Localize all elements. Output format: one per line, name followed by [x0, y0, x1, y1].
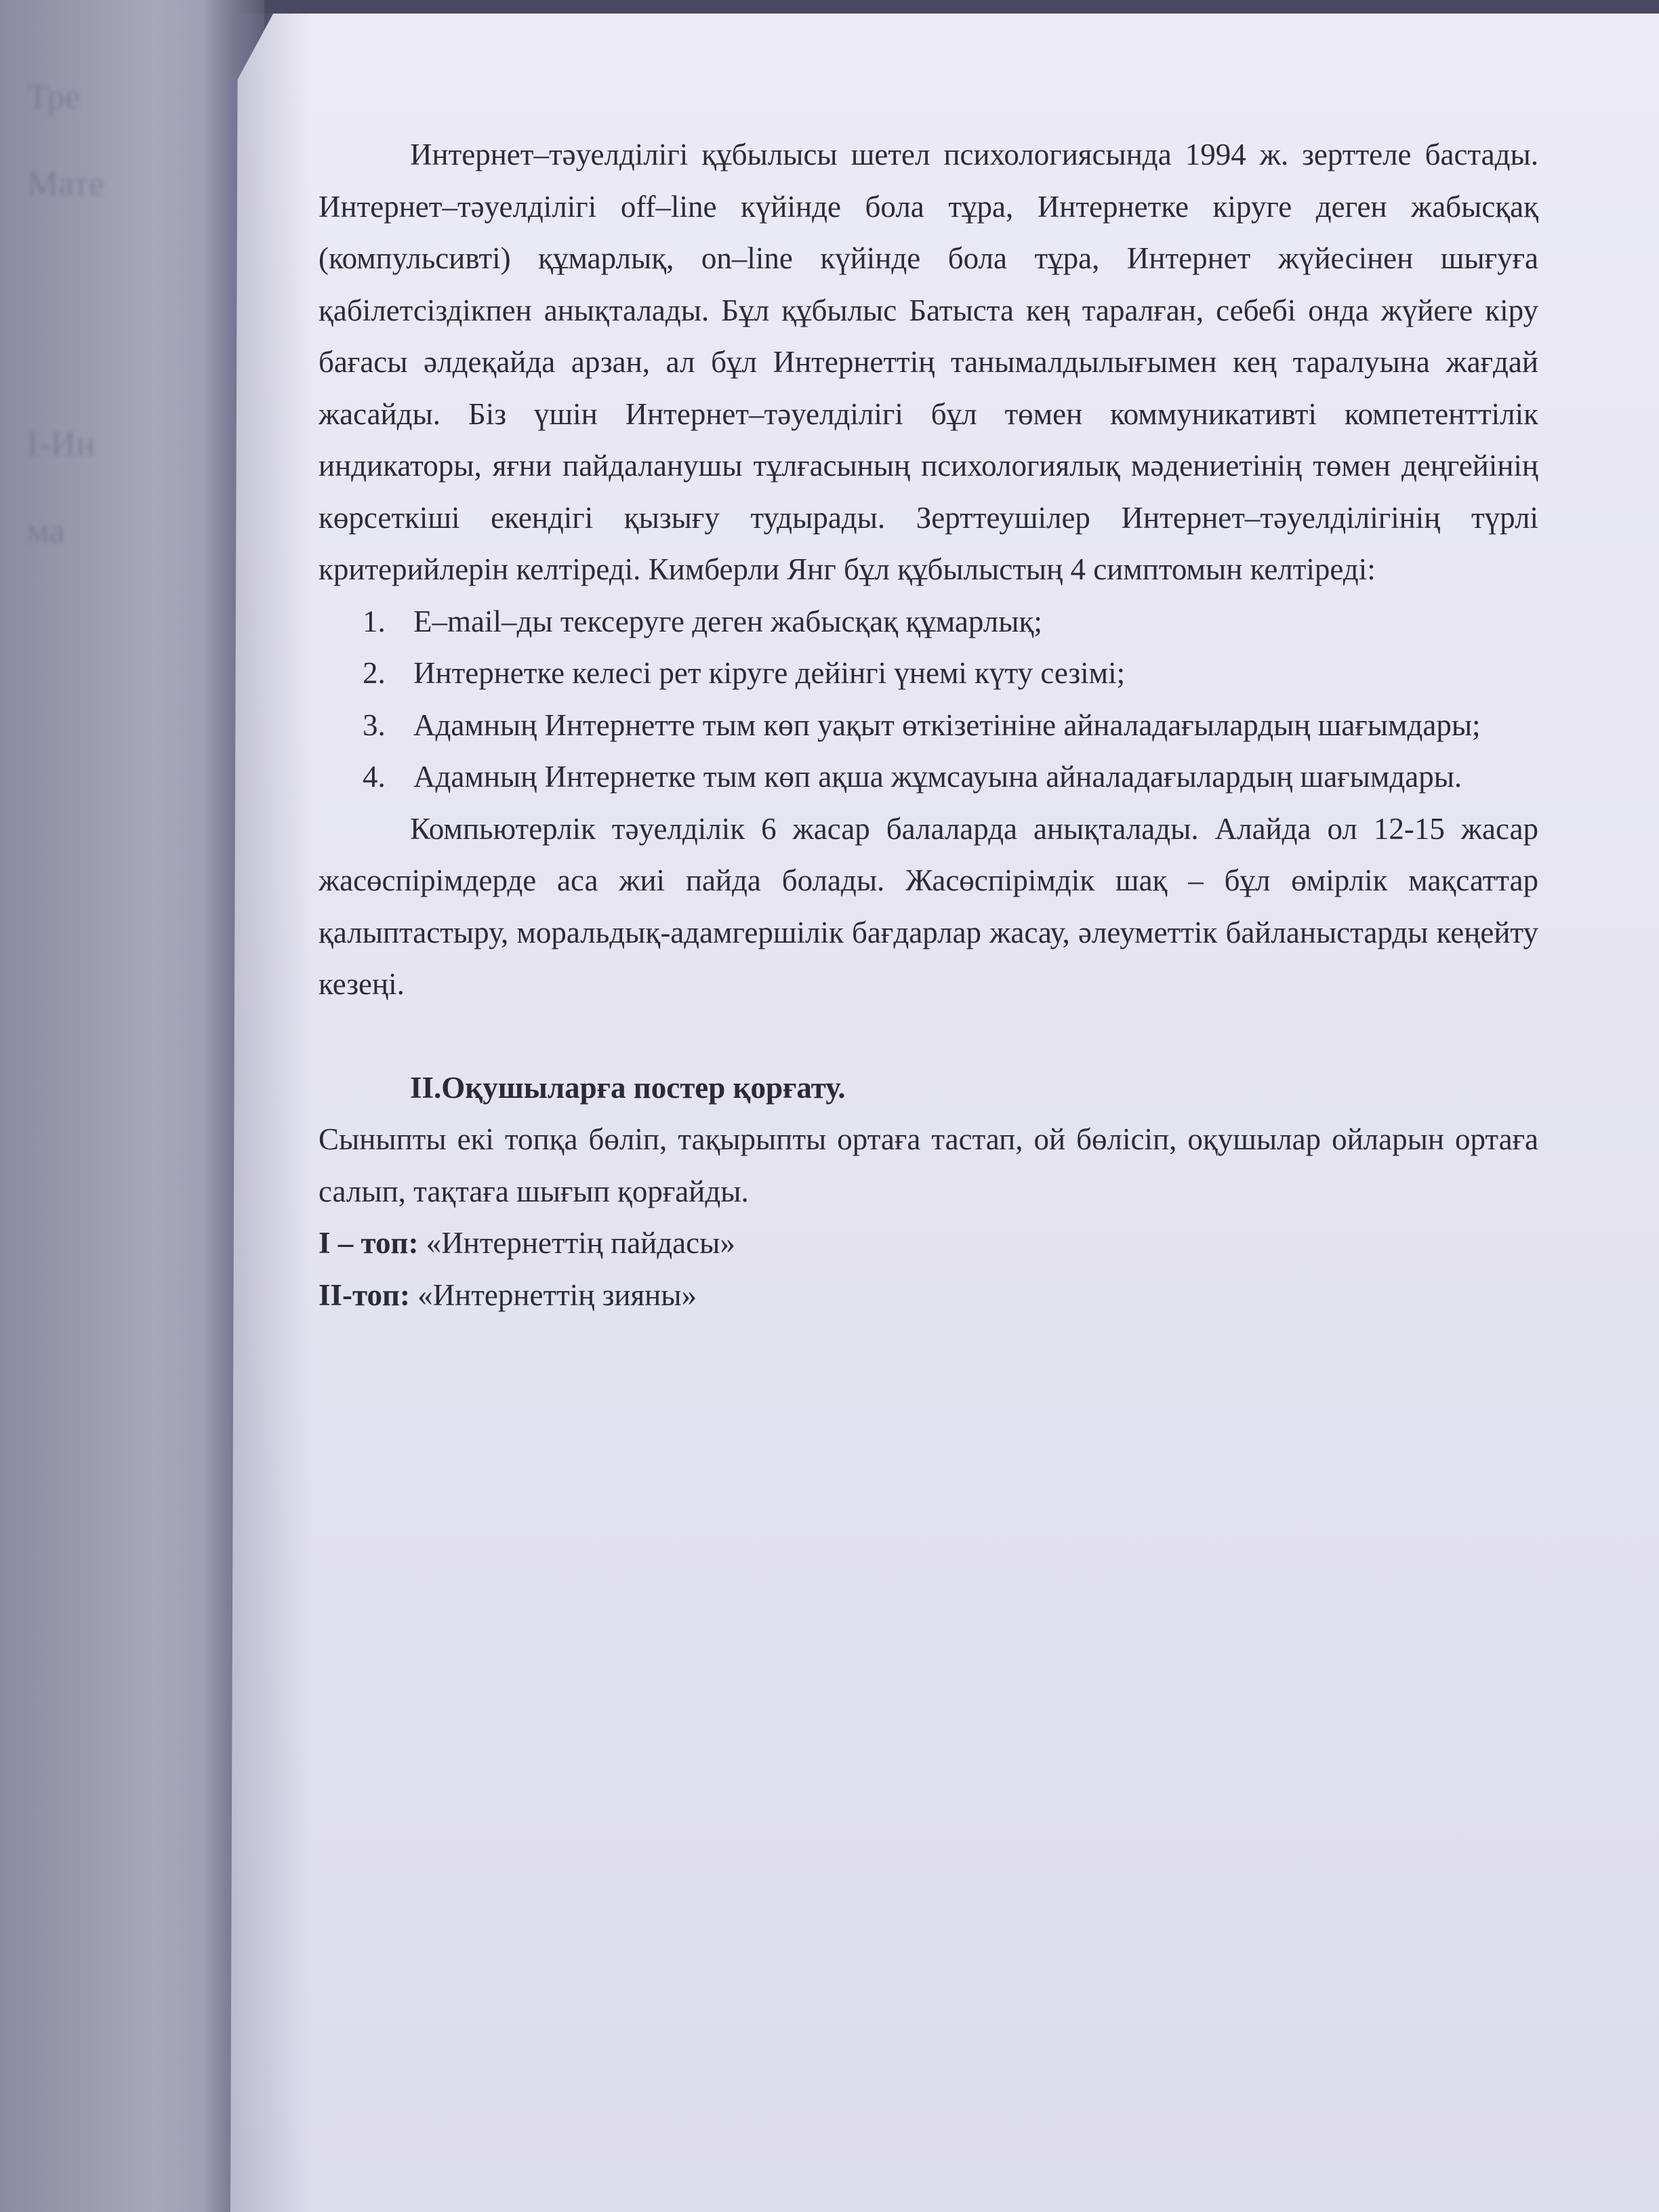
list-item	[363, 699, 1538, 752]
group-line	[319, 1269, 1538, 1322]
list-item-text: Интернетке келесі рет кіруге дейінгі үнемі күту сезімі;	[413, 656, 1126, 690]
section-spacer	[319, 1010, 1538, 1062]
previous-page-text	[27, 54, 108, 575]
page-content	[319, 129, 1538, 1321]
previous-page-fragment: ма	[27, 512, 65, 550]
previous-page-fragment: Мате	[27, 165, 104, 203]
list-item	[363, 596, 1538, 648]
group-topic: «Интернеттің зияны»	[409, 1277, 697, 1312]
age-paragraph: Компьютерлік тәуелділік 6 жасар балаларда анықталады. Алайда ол 12-15 жасар жасөспірімдерде аса жиі пайда болады. Жасөспірімдік шақ – бұл өмірлік мақсаттар қалыптастыру, моральдық-адамгершілік бағдарлар жасау, әлеуметтік байланыстарды кеңейту кезеңі.	[319, 811, 1538, 1001]
symptoms-list	[319, 596, 1538, 803]
list-item-text: Адамның Интернетке тым көп ақша жұмсауына айналадағылардың шағымдары.	[413, 760, 1462, 794]
list-item-text: E–mail–ды тексеруге деген жабысқақ құмарлық;	[413, 604, 1042, 638]
group-label: I – топ:	[319, 1226, 419, 1260]
list-item	[363, 647, 1538, 699]
page-edge-shadow	[230, 14, 312, 2212]
section-heading: II.Оқушыларға постер қорғату.	[410, 1070, 846, 1105]
list-item-text: Адамның Интернетте тым көп уақыт өткізетініне айналадағылардың шағымдары;	[413, 708, 1481, 742]
list-item-number: 3.	[363, 708, 386, 742]
section-description: Сыныпты екі топқа бөліп, тақырыпты ортаға тастап, ой бөлісіп, оқушылар ойларын ортаға салып, тақтаға шығып қорғайды.	[319, 1122, 1538, 1208]
list-item-number: 2.	[363, 656, 386, 690]
list-item-number: 1.	[363, 604, 386, 638]
intro-paragraph: Интернет–тәуелділігі құбылысы шетел психологиясында 1994 ж. зерттеле бастады. Интернет–тәуелділігі off–line күйінде бола тұра, Интернетке кіруге деген жабысқақ (компульсивті) құмарлық, on–line күйінде бола тұра, Интернет жүйесінен шығуға қабілетсіздікпен анықталады. Бұл құбылыс Батыста кең таралған, себебі онда жүйеге кіру бағасы әлдеқайда арзан, ал бұл Интернеттің танымалдылығымен кең таралуына жағдай жасайды. Біз үшін Интернет–тәуелділігі бұл төмен коммуникативті компетенттілік индикаторы, яғни пайдаланушы тұлғасының психологиялық мәдениетінің төмен деңгейінің көрсеткіші екендігі қызығу тудырады. Зерттеушілер Интернет–тәуелділігінің түрлі критерийлерін келтіреді. Кимберли Янг бұл құбылыстың 4 симптомын келтіреді:	[319, 138, 1538, 586]
previous-page-fragment: Тре	[27, 78, 81, 117]
list-item-number: 4.	[363, 760, 386, 794]
previous-page-fragment: I-Ин	[27, 425, 96, 464]
list-item	[363, 751, 1538, 803]
group-line	[319, 1217, 1538, 1269]
group-topic: «Интернеттің пайдасы»	[418, 1226, 735, 1260]
group-label: II-топ:	[319, 1277, 410, 1312]
